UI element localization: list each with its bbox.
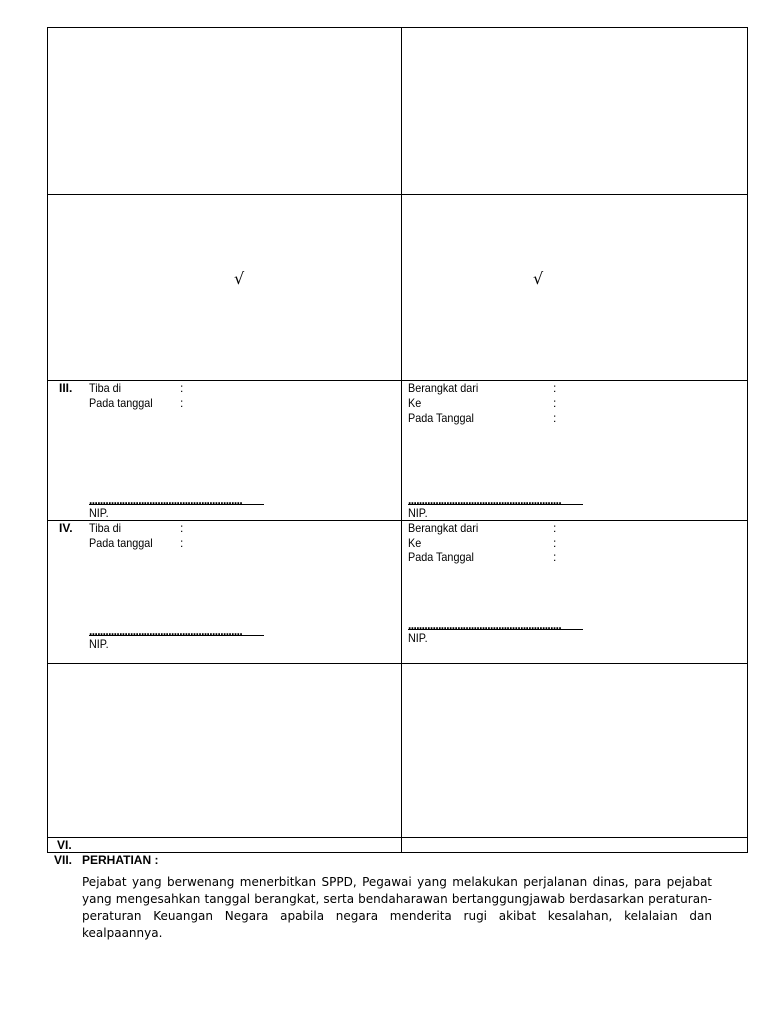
destination-label: Ke [408, 536, 422, 550]
departure-date-label: Pada Tanggal [408, 550, 474, 564]
signature-line: ........................................................ [89, 494, 264, 505]
destination-label: Ke [408, 396, 422, 410]
row-divider-4 [47, 663, 748, 664]
row-divider-5 [47, 837, 748, 838]
notice-text: Pejabat yang berwenang menerbitkan SPPD, Pegawai yang melakukan perjalanan dinas, para pejabat yang mengesahkan tanggal berangkat, serta bendaharawan bertanggungjawab berdasarkan peraturan-peraturan Keuangan Negara apabila negara menderita rugi akibat kesalahan, kelalaian dan kealpaannya. [82, 875, 712, 940]
colon: : [553, 396, 557, 410]
colon: : [553, 411, 557, 425]
colon: : [553, 381, 557, 395]
row-divider-3 [47, 520, 748, 521]
signature-line: ........................................................ [89, 625, 264, 636]
checkmark-icon: √ [234, 269, 245, 288]
travel-form-table [47, 27, 748, 853]
colon: : [180, 536, 184, 550]
section-number: III. [59, 381, 73, 395]
departure-place-label: Berangkat dari [408, 521, 479, 535]
arrival-place-label: Tiba di [89, 521, 122, 535]
departure-date-label: Pada Tanggal [408, 411, 474, 425]
row-divider-1 [47, 194, 748, 195]
signature-line: ........................................................ [408, 619, 583, 630]
colon: : [553, 550, 557, 564]
nip-label: NIP. [89, 506, 109, 520]
nip-label: NIP. [408, 631, 428, 645]
colon: : [553, 536, 557, 550]
notice-title: PERHATIAN : [82, 853, 159, 867]
section-number: IV. [59, 521, 73, 535]
colon: : [180, 381, 184, 395]
nip-label: NIP. [89, 637, 109, 651]
arrival-date-label: Pada tanggal [89, 536, 153, 550]
signature-line: ........................................................ [408, 494, 583, 505]
colon: : [553, 521, 557, 535]
nip-label: NIP. [408, 506, 428, 520]
section-number: VI. [57, 838, 72, 852]
colon: : [180, 396, 184, 410]
section-number: VII. [54, 853, 73, 867]
checkmark-icon: √ [533, 269, 544, 288]
departure-place-label: Berangkat dari [408, 381, 479, 395]
colon: : [180, 521, 184, 535]
column-divider [401, 27, 402, 853]
row-divider-2 [47, 380, 748, 381]
arrival-date-label: Pada tanggal [89, 396, 153, 410]
arrival-place-label: Tiba di [89, 381, 122, 395]
